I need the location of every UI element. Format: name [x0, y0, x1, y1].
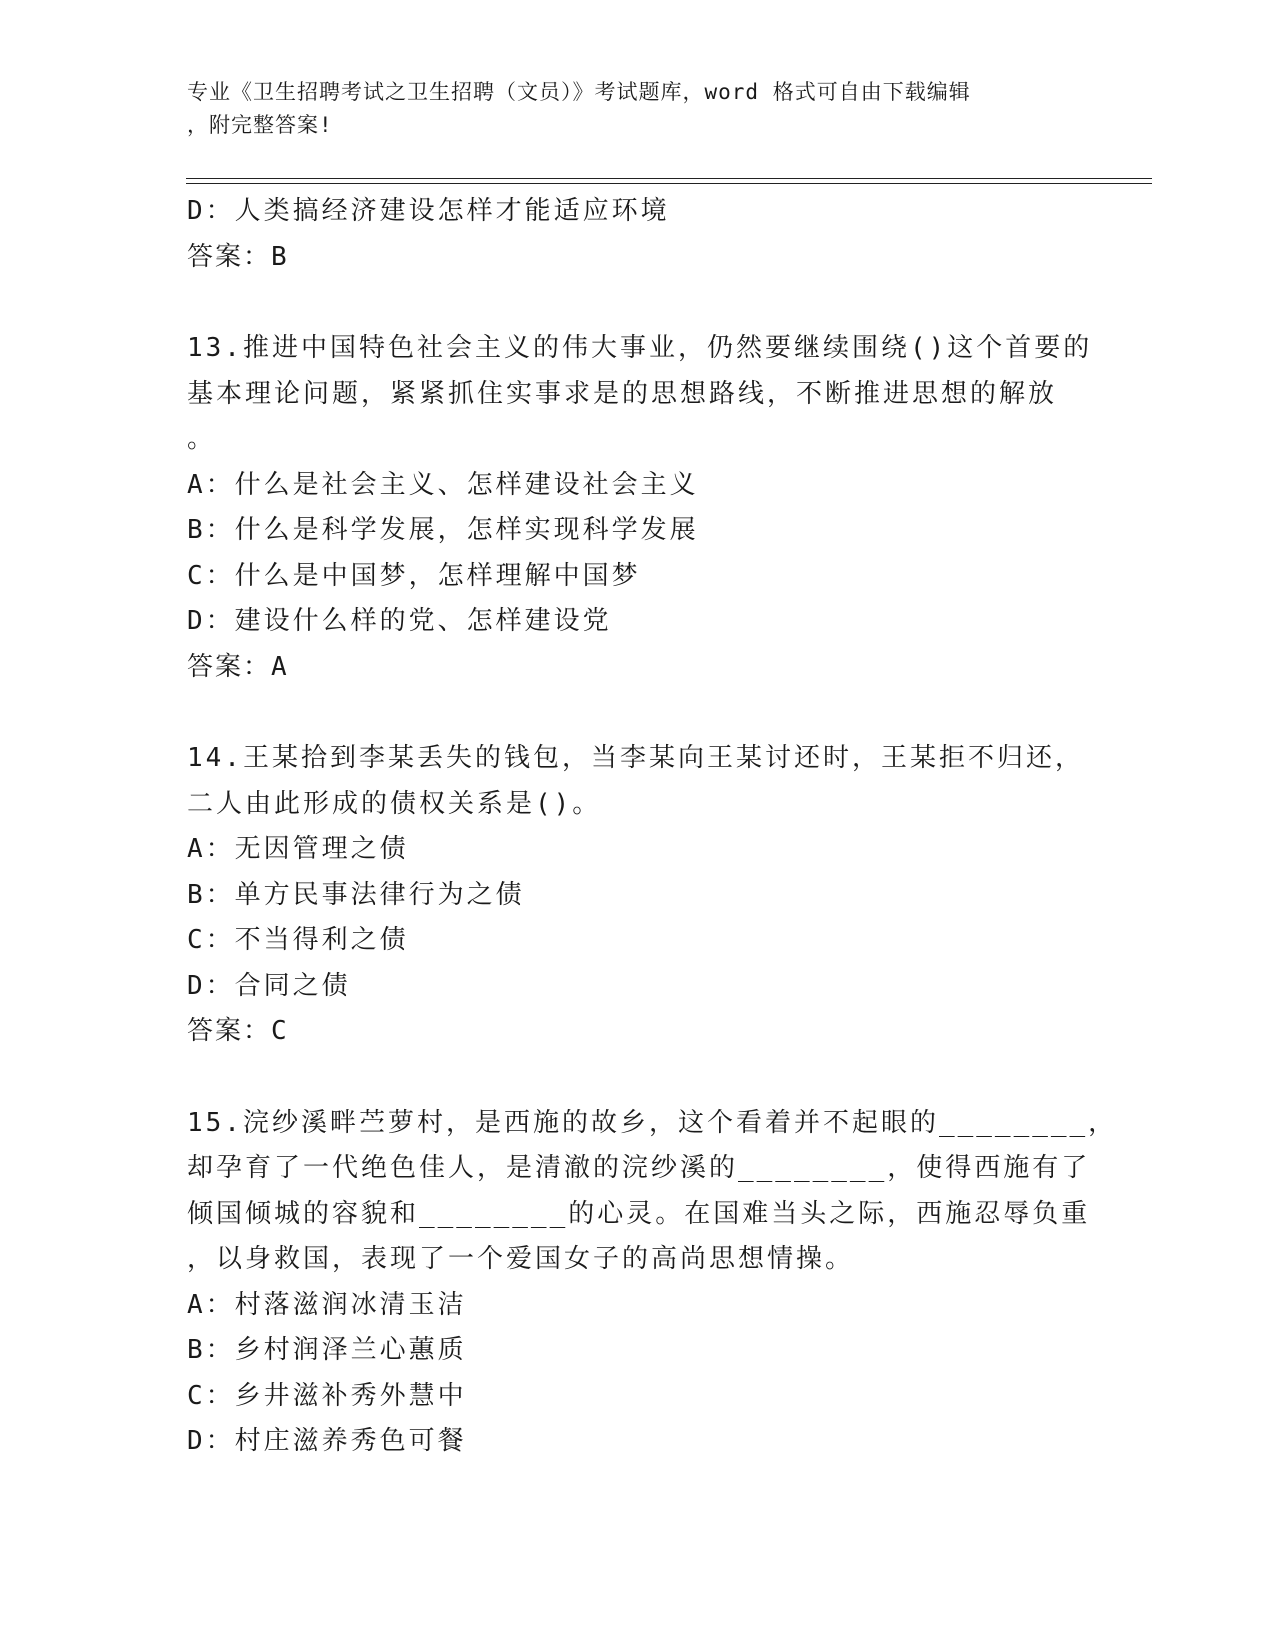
answer: 答案：C: [187, 1016, 289, 1046]
header-line-1: 专业《卫生招聘考试之卫生招聘（文员）》考试题库，word 格式可自由下载编辑: [187, 80, 971, 104]
question-stem-line: 。: [187, 424, 217, 454]
question-stem-line: 15.浣纱溪畔苎萝村，是西施的故乡，这个看着并不起眼的________，: [187, 1107, 1118, 1138]
option-a: A：无因管理之债: [187, 834, 409, 864]
question-15: [187, 1101, 1118, 1465]
option-a: A：什么是社会主义、怎样建设社会主义: [187, 469, 699, 500]
option-c: C：乡井滋补秀外慧中: [187, 1380, 467, 1411]
document-header: [187, 76, 1067, 142]
spacer: [187, 1055, 1087, 1101]
header-divider-bottom: [186, 183, 1152, 184]
spacer: [187, 280, 1087, 326]
question-stem-line: ，以身救国，表现了一个爱国女子的高尚思想情操。: [187, 1244, 855, 1274]
header-divider-top: [186, 178, 1152, 179]
option-b: B：乡村润泽兰心蕙质: [187, 1335, 467, 1365]
option-d: D：合同之债: [187, 970, 351, 1001]
question-stem-line: 14.王某拾到李某丢失的钱包，当李某向王某讨还时，王某拒不归还，: [187, 743, 1084, 773]
option-c: C：什么是中国梦，怎样理解中国梦: [187, 560, 641, 591]
question-13: [187, 326, 1093, 690]
question-stem-line: 却孕育了一代绝色佳人，是清澈的浣纱溪的________，使得西施有了: [187, 1153, 1091, 1183]
question-stem-line: 基本理论问题，紧紧抓住实事求是的思想路线，不断推进思想的解放: [187, 378, 1058, 409]
question-stem-line: 二人由此形成的债权关系是()。: [187, 788, 602, 819]
option-b: B：什么是科学发展，怎样实现科学发展: [187, 515, 699, 545]
answer: 答案：A: [187, 651, 289, 682]
spacer: [187, 690, 1087, 736]
question-14: [187, 736, 1087, 1055]
question-content: [187, 189, 1118, 1465]
option-b: B：单方民事法律行为之债: [187, 879, 525, 910]
option-d: D：人类搞经济建设怎样才能适应环境: [187, 196, 670, 226]
option-d: D：村庄滋养秀色可餐: [187, 1426, 467, 1456]
option-a: A：村落滋润冰清玉洁: [187, 1289, 467, 1320]
answer: 答案：B: [187, 241, 289, 272]
question-stem-line: 13.推进中国特色社会主义的伟大事业，仍然要继续围绕()这个首要的: [187, 333, 1093, 363]
option-d: D：建设什么样的党、怎样建设党: [187, 606, 612, 636]
option-c: C：不当得利之债: [187, 925, 409, 955]
question-stem-line: 倾国倾城的容貌和________的心灵。在国难当头之际，西施忍辱负重: [187, 1198, 1091, 1229]
header-line-2: ，附完整答案!: [187, 113, 333, 137]
